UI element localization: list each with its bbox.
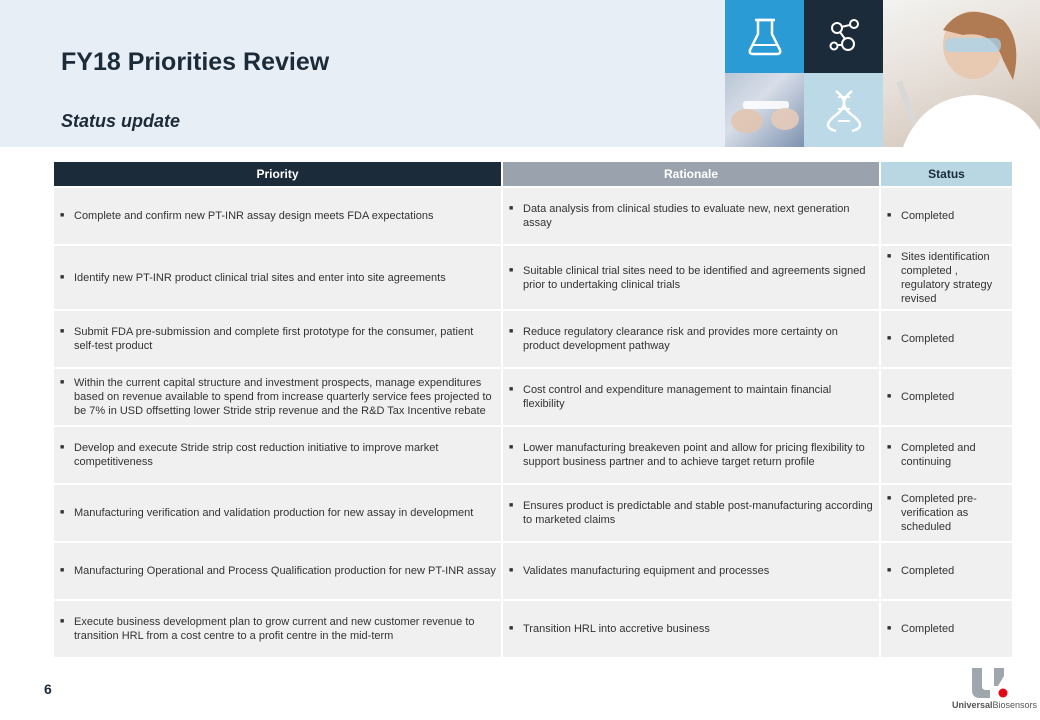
bullet-icon: ■ — [60, 444, 65, 451]
bullet-icon: ■ — [887, 393, 892, 400]
logo-wordmark: UniversalBiosensors — [952, 700, 1038, 710]
status-cell: ■ Sites identification completed , regulatory strategy revised — [881, 246, 1012, 309]
rationale-cell: ■ Transition HRL into accretive business — [503, 601, 879, 657]
table-row — [54, 246, 1012, 309]
rationale-cell: ■ Validates manufacturing equipment and processes — [503, 543, 879, 599]
status-cell: ■ Completed pre-verification as scheduled — [881, 485, 1012, 541]
bullet-icon: ■ — [509, 205, 514, 212]
bullet-icon: ■ — [887, 335, 892, 342]
flask-icon — [725, 0, 804, 73]
rationale-cell: ■ Data analysis from clinical studies to evaluate new, next generation assay — [503, 188, 879, 244]
status-cell: ■ Completed — [881, 369, 1012, 425]
table-header-row — [54, 162, 1012, 186]
bullet-icon: ■ — [509, 444, 514, 451]
hands-test-strip-photo — [725, 73, 804, 147]
bullet-icon: ■ — [509, 625, 514, 632]
bullet-icon: ■ — [509, 567, 514, 574]
bullet-icon: ■ — [509, 328, 514, 335]
priority-cell: ■ Manufacturing Operational and Process Qualification production for new PT-INR assay — [54, 543, 501, 599]
bullet-icon: ■ — [60, 212, 65, 219]
rationale-cell: ■ Suitable clinical trial sites need to be identified and agreements signed prior to undertaking clinical trials — [503, 246, 879, 309]
table-row — [54, 369, 1012, 425]
bullet-icon: ■ — [60, 379, 65, 386]
company-logo — [952, 662, 1038, 714]
table-row — [54, 188, 1012, 244]
priority-cell: ■ Submit FDA pre-submission and complete first prototype for the consumer, patient self-test product — [54, 311, 501, 367]
bullet-icon: ■ — [887, 212, 892, 219]
status-cell: ■ Completed — [881, 543, 1012, 599]
bullet-icon: ■ — [887, 495, 892, 502]
priority-column-header: Priority — [54, 162, 501, 186]
dna-icon — [804, 73, 883, 147]
universal-biosensors-logo-icon — [968, 666, 1012, 698]
priority-cell: ■ Within the current capital structure and investment prospects, manage expenditures based on revenue available to spend from increase quarterly service fees projected to be 7% in USD offsetting lower Stride strip revenue and the R&D Tax Incentive rebate — [54, 369, 501, 425]
table-row — [54, 311, 1012, 367]
rationale-cell: ■ Reduce regulatory clearance risk and provides more certainty on product development pathway — [503, 311, 879, 367]
rationale-cell: ■ Lower manufacturing breakeven point and allow for pricing flexibility to support business partner and to achieve target return profile — [503, 427, 879, 483]
status-cell: ■ Completed and continuing — [881, 427, 1012, 483]
page-subtitle: Status update — [61, 111, 181, 131]
priority-cell: ■ Manufacturing verification and validation production for new assay in development — [54, 485, 501, 541]
rationale-cell: ■ Ensures product is predictable and stable post-manufacturing according to marketed claims — [503, 485, 879, 541]
status-cell: ■ Completed — [881, 188, 1012, 244]
table-row — [54, 601, 1012, 657]
status-column-header: Status — [881, 162, 1012, 186]
rationale-cell: ■ Cost control and expenditure management to maintain financial flexibility — [503, 369, 879, 425]
page-title: FY18 Priorities Review — [61, 48, 330, 76]
table-row — [54, 427, 1012, 483]
page-number: 6 — [44, 681, 52, 697]
priority-cell: ■ Complete and confirm new PT-INR assay design meets FDA expectations — [54, 188, 501, 244]
molecule-network-icon — [804, 0, 883, 73]
flask-tile — [725, 0, 804, 73]
bullet-icon: ■ — [887, 444, 892, 451]
priority-cell: ■ Identify new PT-INR product clinical trial sites and enter into site agreements — [54, 246, 501, 309]
bullet-icon: ■ — [60, 328, 65, 335]
status-cell: ■ Completed — [881, 601, 1012, 657]
bullet-icon: ■ — [509, 266, 514, 274]
bullet-icon: ■ — [887, 625, 892, 632]
bullet-icon: ■ — [509, 386, 514, 393]
priorities-table — [52, 160, 1014, 659]
network-tile — [804, 0, 883, 73]
bullet-icon: ■ — [887, 567, 892, 574]
bullet-icon: ■ — [887, 252, 892, 260]
bullet-icon: ■ — [509, 502, 514, 509]
table-row — [54, 543, 1012, 599]
priority-cell: ■ Develop and execute Stride strip cost reduction initiative to improve market competitiveness — [54, 427, 501, 483]
rationale-column-header: Rationale — [503, 162, 879, 186]
status-cell: ■ Completed — [881, 311, 1012, 367]
scientist-photo — [883, 0, 1040, 147]
bullet-icon: ■ — [60, 273, 65, 281]
bullet-icon: ■ — [60, 618, 65, 625]
dna-tile — [804, 73, 883, 147]
priority-cell: ■ Execute business development plan to grow current and new customer revenue to transition HRL from a cost centre to a profit centre in the mid-term — [54, 601, 501, 657]
table-row — [54, 485, 1012, 541]
bullet-icon: ■ — [60, 567, 65, 574]
bullet-icon: ■ — [60, 509, 65, 516]
